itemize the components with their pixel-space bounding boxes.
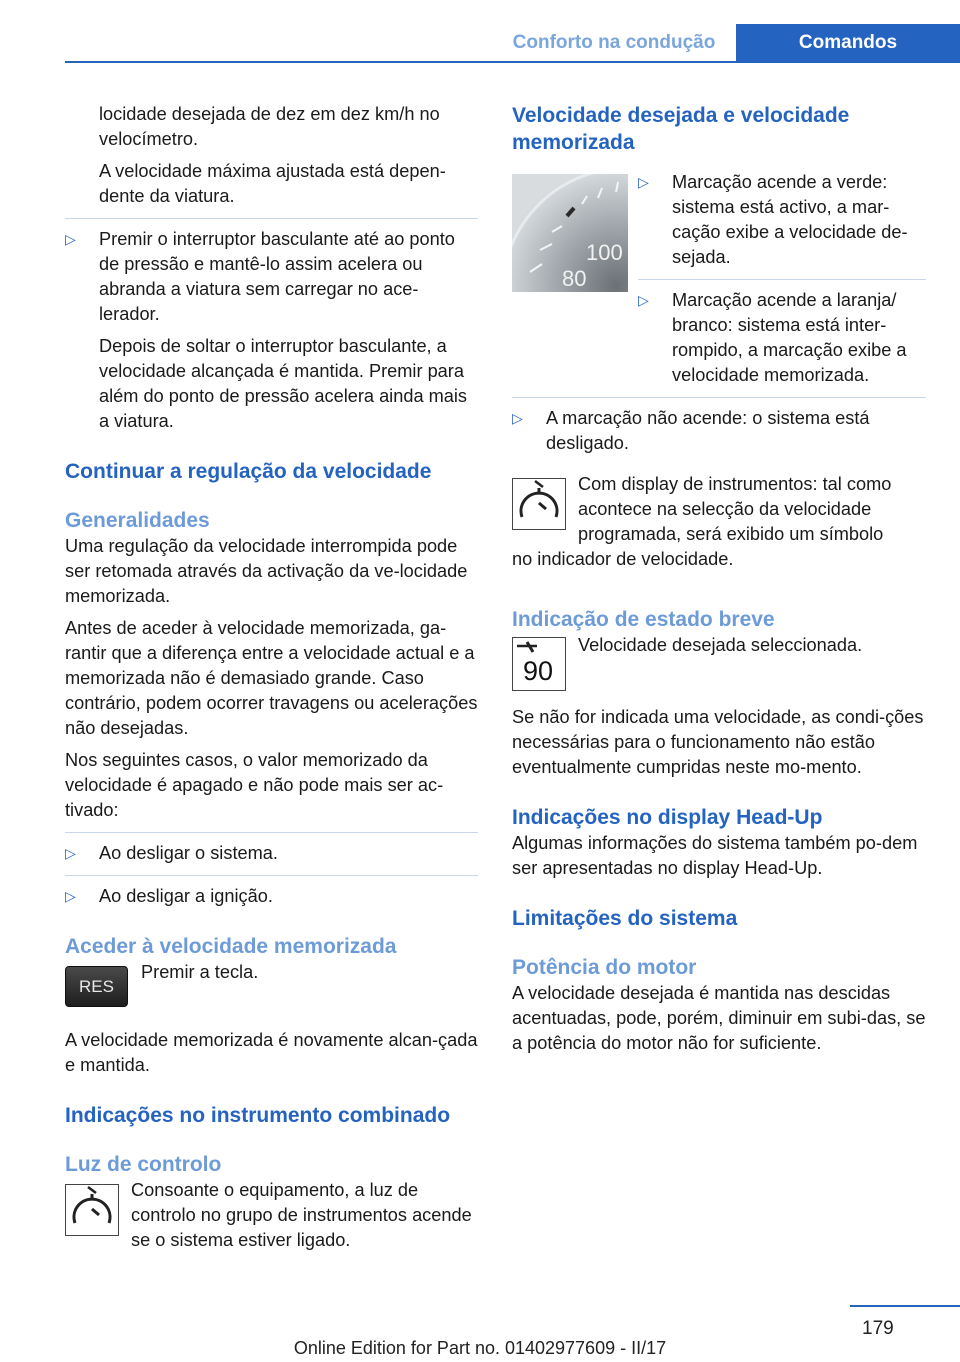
list-item	[512, 406, 926, 456]
list-item-text: Ao desligar o sistema.	[99, 843, 278, 863]
paragraph: A velocidade desejada é mantida nas descidas acentuadas, pode, porém, diminuir em subi‐das, se a potência do motor não for suficiente.	[512, 983, 926, 1053]
paragraph: locidade desejada de dez em dez km/h no velocímetro.	[99, 104, 440, 149]
paragraph: Consoante o equipamento, a luz de controlo no grupo de instrumentos acende se o sistema estiver ligado.	[131, 1180, 472, 1250]
paragraph: Premir a tecla.	[141, 962, 259, 982]
list-item	[65, 841, 478, 866]
heading-luz: Luz de controlo	[65, 1153, 222, 1176]
heading-indicacoes: Indicações no instrumento combinado	[65, 1104, 451, 1127]
paragraph: Algumas informações do sistema também po‐dem ser apresentadas no display Head-Up.	[512, 833, 918, 878]
divider	[65, 218, 478, 219]
list-item-text: Ao desligar a ignição.	[99, 886, 273, 906]
speed-90-label: 90	[523, 656, 554, 686]
divider	[638, 279, 926, 280]
heading-estado: Indicação de estado breve	[512, 608, 775, 631]
list-item-text: Marcação acende a verde: sistema está activo, a mar‐cação exibe a velocidade de‐sejada.	[672, 172, 908, 267]
speedometer-image	[512, 174, 628, 292]
list-item-text: A marcação não acende: o sistema está desligado.	[546, 408, 870, 453]
heading-limitacoes: Limitações do sistema	[512, 907, 738, 930]
speed-90-icon	[512, 637, 566, 691]
heading-aceder: Aceder à velocidade memorizada	[65, 935, 397, 958]
paragraph: A velocidade memorizada é novamente alcan‐çada e mantida.	[65, 1030, 478, 1075]
heading-potencia: Potência do motor	[512, 956, 697, 979]
paragraph: Nos seguintes casos, o valor memorizado da velocidade é apagado e não pode mais ser ac‐tivado:	[65, 750, 444, 820]
triangle-bullet-icon: ▷	[638, 292, 649, 308]
heading-headup: Indicações no display Head-Up	[512, 806, 823, 829]
list-item	[638, 288, 926, 388]
speed-90-row	[512, 633, 926, 695]
divider	[65, 875, 478, 876]
gauge-label-80: 80	[562, 266, 587, 291]
triangle-bullet-icon: ▷	[65, 888, 76, 904]
paragraph: Antes de aceder à velocidade memorizada, ga‐rantir que a diferença entre a velocidade actual e a memorizada não é demasiado grande. Caso contrário, podem ocorrer travagens ou acelerações não desejadas.	[65, 618, 478, 738]
list-item	[65, 884, 478, 909]
gauge-bullets	[638, 170, 926, 388]
paragraph: Velocidade desejada seleccionada.	[578, 635, 863, 655]
gauge-label-100: 100	[586, 240, 623, 265]
right-column	[512, 102, 926, 1056]
list-item	[638, 170, 926, 270]
paragraph: Se não for indicada uma velocidade, as condi‐ções necessárias para o funcionamento não estão eventualmente cumpridas neste mo‐mento.	[512, 707, 924, 777]
divider	[512, 397, 926, 398]
divider	[65, 832, 478, 833]
footer-rule	[850, 1305, 960, 1307]
list-item-text: Marcação acende a laranja/ branco: sistema está inter‐rompido, a marcação exibe a velocidade memorizada.	[672, 290, 907, 385]
paragraph: A velocidade máxima ajustada está depen‐dente da viatura.	[99, 161, 446, 206]
indicator-light-row	[65, 1178, 478, 1253]
heading-continuar: Continuar a regulação da velocidade	[65, 460, 432, 483]
paragraph: Uma regulação da velocidade interrompida pode ser retomada através da activação da ve‐locidade memorizada.	[65, 536, 468, 606]
triangle-bullet-icon: ▷	[638, 174, 649, 190]
cruise-control-icon	[512, 478, 566, 530]
page-number: 179	[862, 1318, 894, 1339]
res-key-icon: RES	[65, 966, 128, 1007]
cruise-control-icon	[65, 1184, 119, 1236]
display-symbol-row	[512, 472, 926, 547]
gauge-row	[512, 170, 926, 388]
paragraph: Premir o interruptor basculante até ao ponto de pressão e mantê-lo assim acelera ou abranda a viatura sem carregar no ace‐lerador.	[99, 229, 455, 324]
list-item	[65, 227, 478, 327]
heading-generalidades: Generalidades	[65, 509, 210, 532]
header-rule	[65, 61, 960, 63]
heading-velocidade: Velocidade desejada e velocidade memorizada	[512, 104, 850, 154]
paragraph: Com display de instrumentos: tal como acontece na selecção da velocidade programada, será exibido um símbolo	[578, 474, 892, 544]
triangle-bullet-icon: ▷	[65, 231, 76, 247]
paragraph: no indicador de velocidade.	[512, 549, 734, 569]
section-title: Conforto na condução	[512, 32, 716, 53]
triangle-bullet-icon: ▷	[65, 845, 76, 861]
res-instruction	[65, 960, 478, 1022]
chapter-tab: Comandos	[736, 24, 960, 63]
triangle-bullet-icon: ▷	[512, 410, 523, 426]
left-column	[65, 102, 478, 1253]
edition-footer: Online Edition for Part no. 01402977609 - II/17	[293, 1338, 667, 1358]
paragraph: Depois de soltar o interruptor basculante, a velocidade alcançada é mantida. Premir para além do ponto de pressão acelera ainda mais a viatura.	[99, 336, 468, 431]
page-header	[0, 24, 960, 62]
